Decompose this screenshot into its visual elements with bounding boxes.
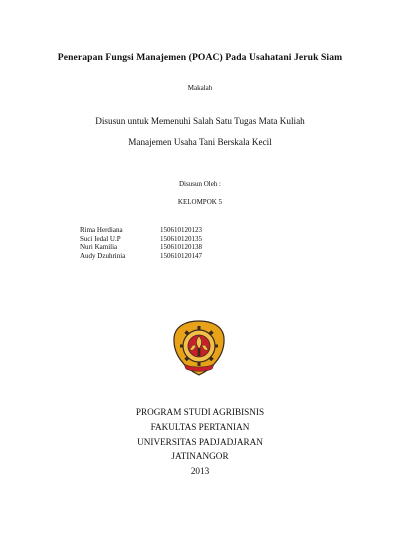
year: 2013 (190, 466, 210, 477)
member-id: 150610120123 (160, 226, 202, 234)
document-type: Makalah (187, 84, 213, 92)
compiled-by-label: Disusun Oleh : (179, 180, 221, 188)
member-id: 150610120147 (160, 251, 202, 260)
member-id: 150610120138 (160, 243, 202, 252)
member-row (80, 243, 202, 252)
university-name: UNIVERSITAS PADJADJARAN (137, 436, 263, 447)
paper-title: Penerapan Fungsi Manajemen (POAC) Pada Usahatani Jeruk Siam (57, 52, 343, 63)
study-program: PROGRAM STUDI AGRIBISNIS (135, 407, 265, 417)
seal-graphic (172, 320, 226, 376)
city-name: JATINANGOR (171, 451, 229, 462)
course-name: Manajemen Usaha Tani Berskala Kecil (128, 137, 272, 147)
member-name: Nuri Kamilia (80, 243, 118, 252)
institution-block (0, 405, 400, 479)
member-row (80, 226, 202, 235)
university-seal-icon (172, 320, 226, 376)
member-name: Rima Herdiana (80, 226, 123, 234)
faculty-name: FAKULTAS PERTANIAN (150, 421, 250, 432)
member-id: 150610120135 (160, 234, 202, 243)
member-name: Audy Dzuhrinia (80, 251, 126, 260)
purpose-line: Disusun untuk Memenuhi Salah Satu Tugas Mata Kuliah (95, 116, 305, 126)
member-list (80, 226, 202, 260)
member-name: Suci Iedal U.P (80, 234, 121, 243)
group-name: KELOMPOK 5 (177, 198, 223, 206)
member-row (80, 235, 202, 244)
member-row (80, 252, 202, 261)
